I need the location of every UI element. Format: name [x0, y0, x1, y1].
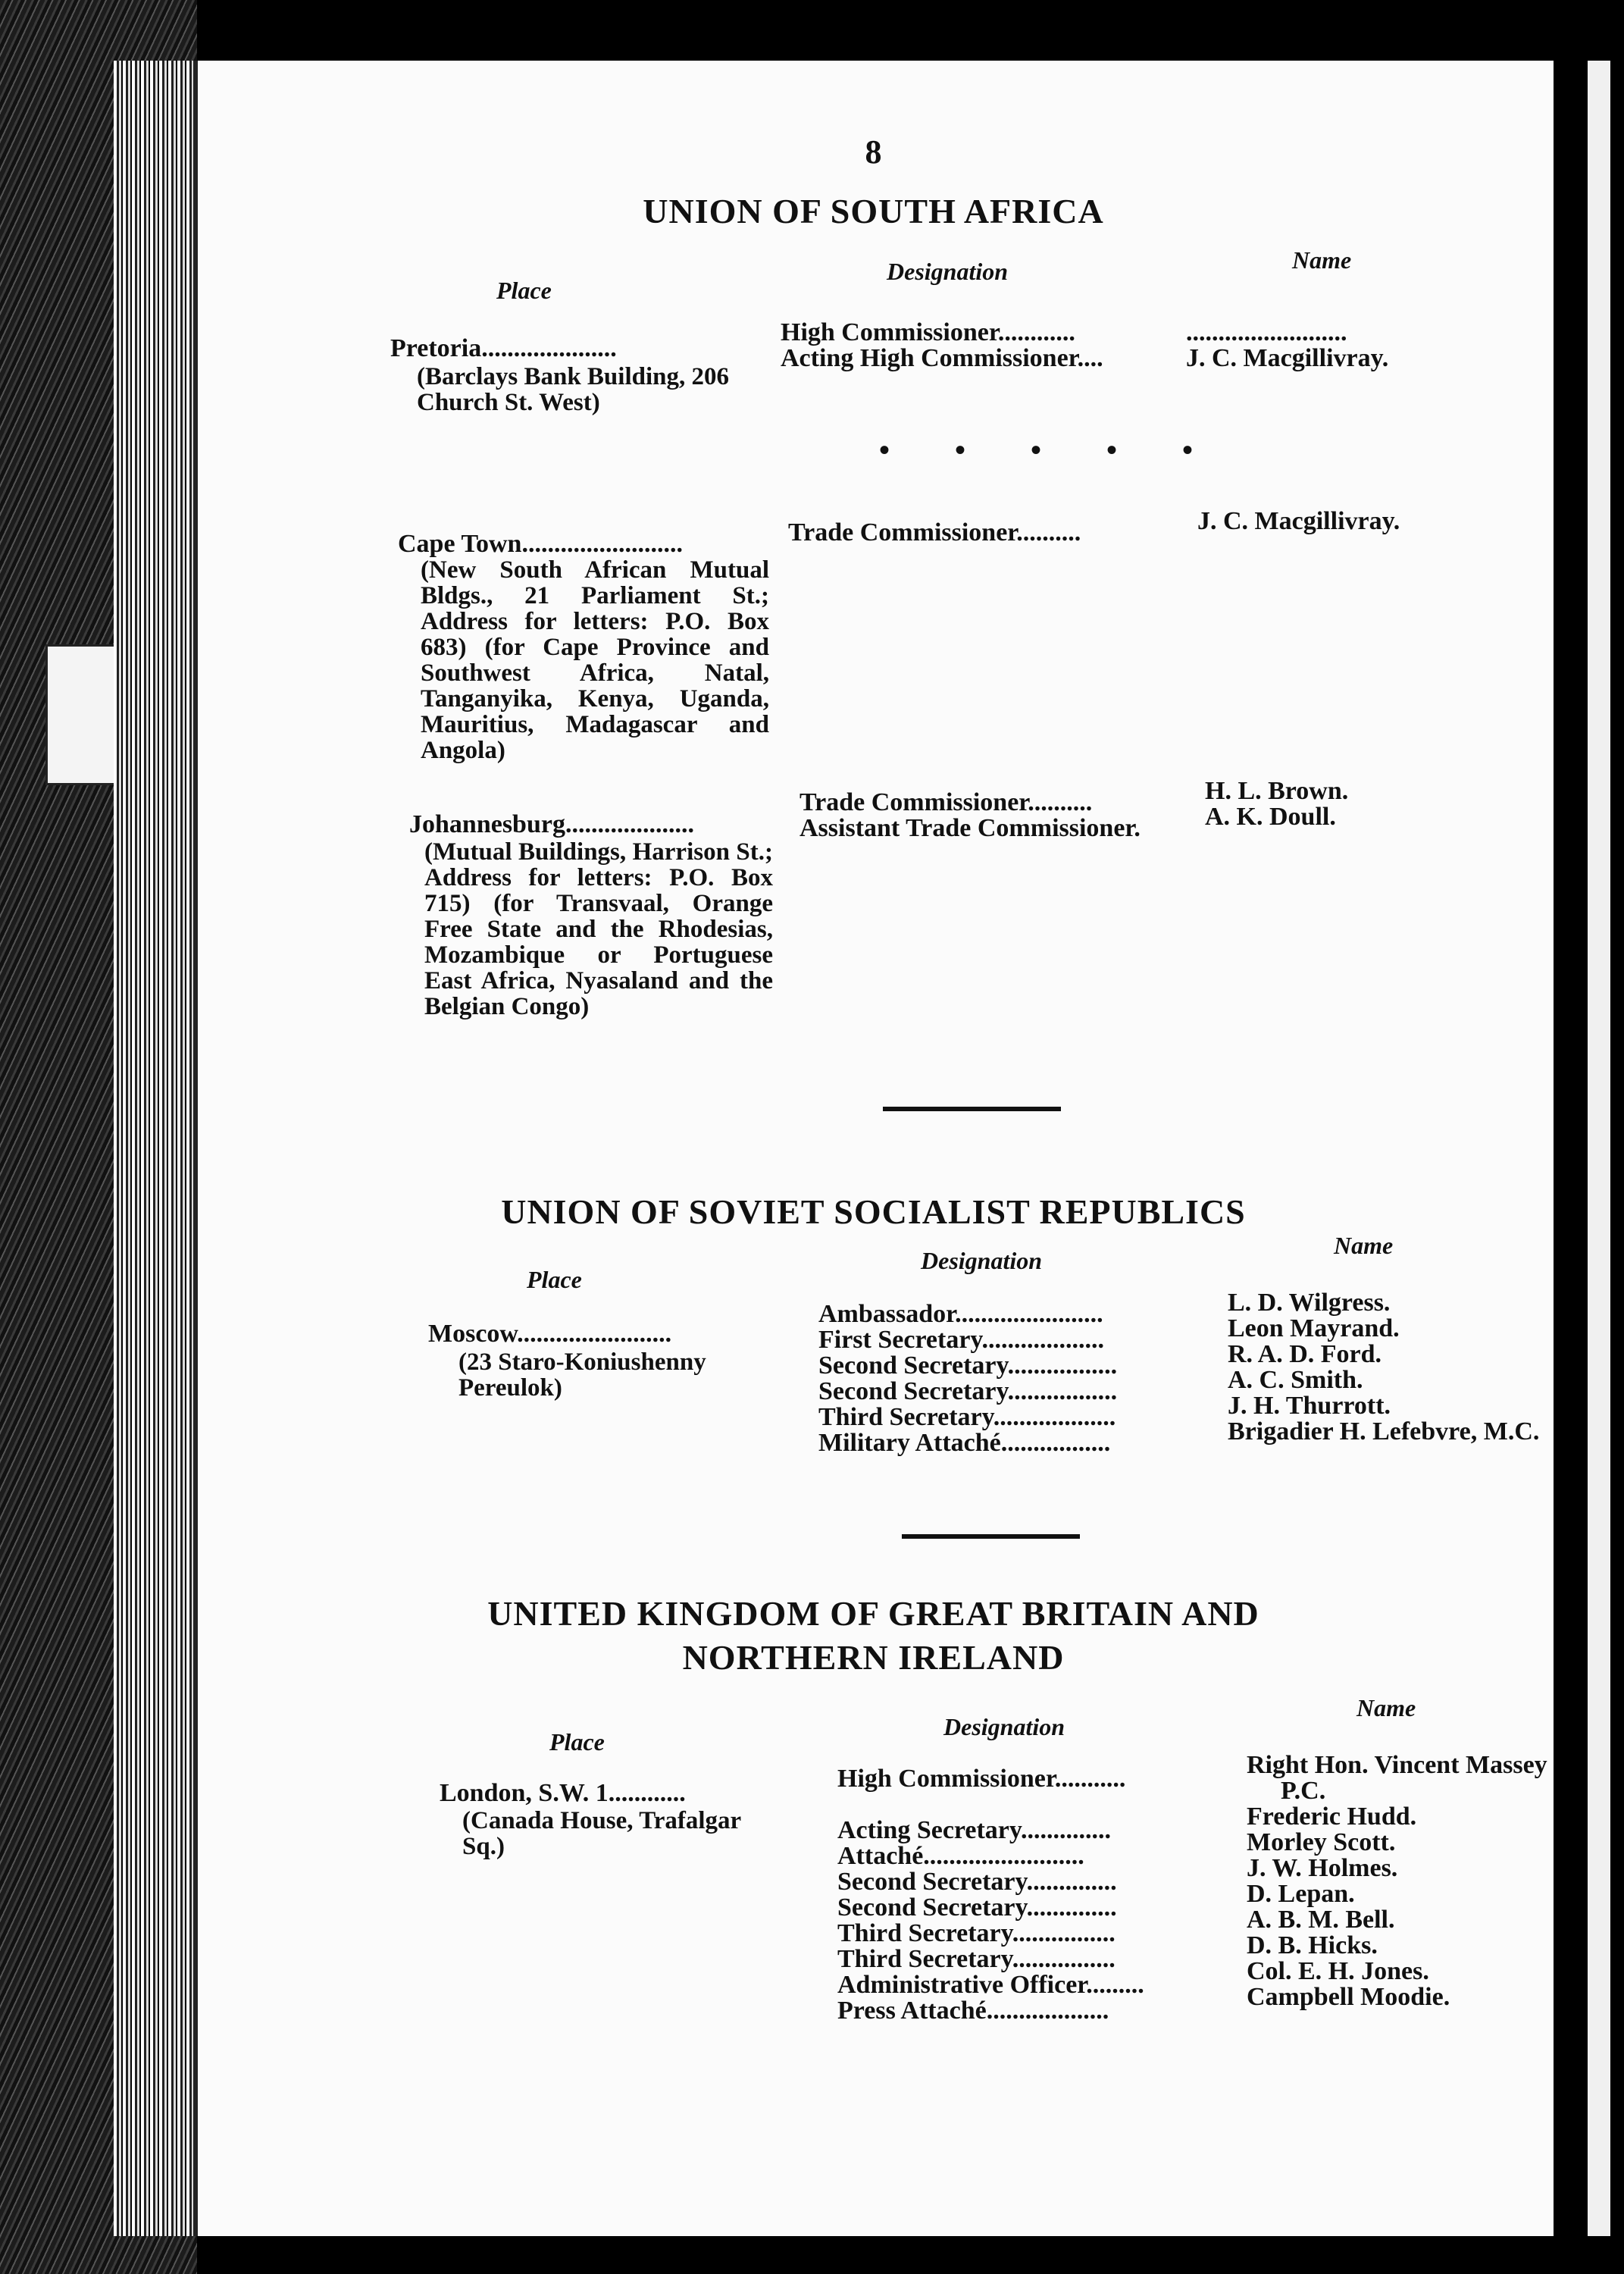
name: J. C. Macgillivray. — [1186, 344, 1389, 372]
designation: First Secretary................... — [818, 1326, 1105, 1354]
section-title-ussr: UNION OF SOVIET SOCIALIST REPUBLICS — [501, 1192, 1246, 1231]
designation: Acting Secretary.............. — [837, 1816, 1112, 1844]
designation: High Commissioner........... — [837, 1765, 1126, 1793]
designation: Third Secretary................... — [818, 1403, 1116, 1431]
name: Frederic Hudd. — [1247, 1803, 1417, 1831]
col-head-name: Name — [1334, 1232, 1394, 1259]
page-edges — [114, 61, 197, 2236]
col-head-designation: Designation — [943, 1713, 1065, 1740]
page-number: 8 — [865, 133, 882, 171]
name: Right Hon. Vincent Massey — [1247, 1751, 1547, 1779]
col-head-place: Place — [549, 1728, 605, 1756]
name: Brigadier H. Lefebvre, M.C. — [1228, 1417, 1540, 1446]
address-cape-town: (New South African Mutual Bldgs., 21 Parliament St.; Address for letters: P.O. Box 683) (for Cape Province and Southwest Africa, Natal, Tanganyika, Kenya, Uganda, Mauritius, Madagascar and Angola) — [421, 556, 769, 764]
document-page — [193, 61, 1554, 2236]
section-title-south-africa: UNION OF SOUTH AFRICA — [643, 192, 1104, 230]
designation-cape-town: Trade Commissioner.......... — [788, 518, 1081, 547]
names-johannesburg — [1205, 777, 1349, 831]
place-johannesburg: Johannesburg.................... — [409, 810, 694, 838]
designation: Acting High Commissioner.... — [781, 344, 1103, 372]
designation: Military Attaché................. — [818, 1429, 1111, 1457]
section-title-uk-line1: UNITED KINGDOM OF GREAT BRITAIN AND — [487, 1594, 1259, 1633]
col-head-place: Place — [496, 277, 552, 304]
name: J. H. Thurrott. — [1228, 1392, 1391, 1420]
name: ......................... — [1186, 318, 1347, 346]
address-moscow: (23 Staro-Koniushenny Pereulok) — [458, 1348, 706, 1402]
name: Leon Mayrand. — [1228, 1314, 1400, 1342]
place-cape-town: Cape Town......................... — [398, 530, 683, 558]
name-cape-town: J. C. Macgillivray. — [1197, 507, 1400, 535]
name: Campbell Moodie. — [1247, 1983, 1450, 2011]
name: Col. E. H. Jones. — [1247, 1957, 1429, 1985]
place-pretoria: Pretoria..................... — [390, 334, 617, 362]
col-head-name: Name — [1356, 1694, 1416, 1721]
designations-pretoria — [781, 318, 1103, 370]
name: D. Lepan. — [1247, 1880, 1355, 1908]
section-divider — [902, 1534, 1080, 1539]
name: D. B. Hicks. — [1247, 1931, 1378, 1959]
place-moscow: Moscow........................ — [428, 1320, 672, 1348]
names-pretoria — [1186, 318, 1388, 370]
names-moscow — [1228, 1289, 1540, 1446]
designation: High Commissioner............ — [781, 318, 1075, 346]
name: A. C. Smith. — [1228, 1366, 1363, 1394]
designation: Second Secretary.............. — [837, 1893, 1117, 1922]
place-london: London, S.W. 1............ — [440, 1779, 686, 1807]
designation: Third Secretary................ — [837, 1945, 1116, 1973]
col-head-name: Name — [1292, 246, 1352, 274]
col-head-designation: Designation — [887, 258, 1009, 285]
designation: Administrative Officer......... — [837, 1971, 1144, 1999]
designations-london — [837, 1765, 1144, 2025]
name: H. L. Brown. — [1205, 777, 1349, 805]
address-johannesburg: (Mutual Buildings, Harrison St.; Address for letters: P.O. Box 715) (for Transvaal, Orange Free State and the Rhodesias, Mozambique or Portuguese East Africa, Nyasaland and the Belgian Congo) — [424, 838, 773, 1020]
address-pretoria: (Barclays Bank Building, 206 Church St. West) — [417, 363, 730, 416]
name: L. D. Wilgress. — [1228, 1289, 1391, 1317]
name: J. W. Holmes. — [1247, 1854, 1398, 1882]
address-london: (Canada House, Trafalgar Sq.) — [462, 1807, 741, 1860]
designation: Ambassador....................... — [818, 1300, 1103, 1328]
designation: Second Secretary................. — [818, 1352, 1118, 1380]
name: R. A. D. Ford. — [1228, 1340, 1382, 1368]
designation: Attaché......................... — [837, 1842, 1084, 1870]
section-divider — [883, 1107, 1061, 1111]
name: P.C. — [1281, 1777, 1326, 1805]
col-head-designation: Designation — [921, 1247, 1043, 1274]
name: A. K. Doull. — [1205, 803, 1336, 831]
names-london — [1247, 1751, 1547, 2009]
col-head-place: Place — [527, 1266, 582, 1293]
right-gutter — [1565, 61, 1624, 2236]
section-title-uk-line2: NORTHERN IRELAND — [682, 1638, 1065, 1677]
section-separator-dots: • • • • • — [879, 433, 1222, 467]
designation: Trade Commissioner.......... — [799, 788, 1093, 816]
designation — [837, 1790, 1144, 1816]
designations-johannesburg — [799, 788, 1141, 840]
designation: Second Secretary................. — [818, 1377, 1118, 1405]
designation: Assistant Trade Commissioner. — [799, 814, 1141, 842]
designation: Second Secretary.............. — [837, 1868, 1117, 1896]
designations-moscow — [818, 1300, 1117, 1455]
designation: Third Secretary................ — [837, 1919, 1116, 1947]
name: A. B. M. Bell. — [1247, 1906, 1395, 1934]
designation: Press Attaché................... — [837, 1997, 1109, 2025]
name: Morley Scott. — [1247, 1828, 1396, 1856]
